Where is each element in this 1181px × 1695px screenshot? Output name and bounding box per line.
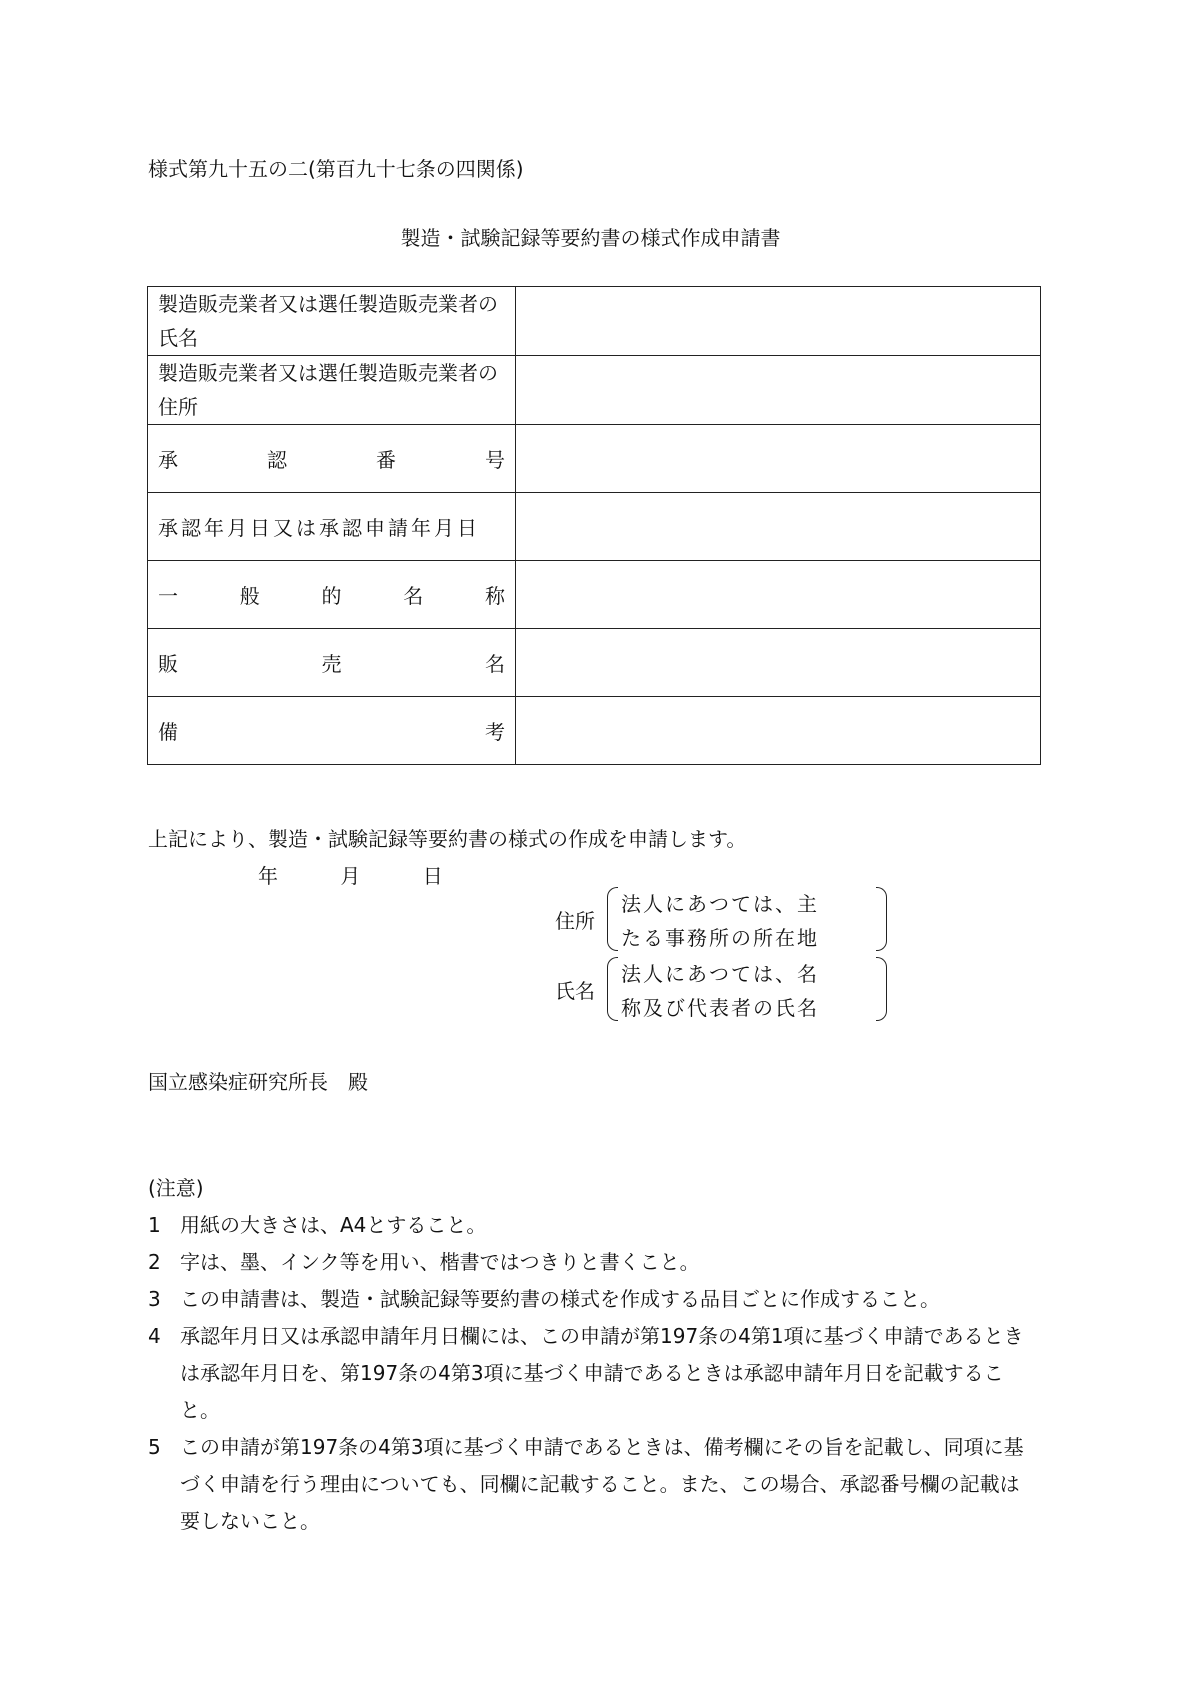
note-item: 1 用紙の大きさは、A4とすること。 [148, 1213, 487, 1237]
form-number-header: 様式第九十五の二(第百九十七条の四関係) [148, 157, 524, 181]
table-row [148, 697, 1041, 765]
address-label: 住所 [555, 909, 595, 933]
row-label-generic-name: 一 般 的 名 称 [148, 561, 516, 629]
row-label-brand-name: 販 売 名 [148, 629, 516, 697]
table-row [148, 629, 1041, 697]
page-title: 製造・試験記録等要約書の様式作成申請書 [400, 226, 781, 250]
note-item: 2 字は、墨、インク等を用い、楷書ではつきりと書くこと。 [148, 1250, 700, 1274]
notes-heading: (注意) [148, 1176, 204, 1200]
applicant-name-field[interactable] [516, 287, 1041, 356]
name-label: 氏名 [555, 979, 595, 1003]
applicant-address-signature-block [555, 887, 885, 953]
table-row [148, 493, 1041, 561]
table-row [148, 425, 1041, 493]
address-bracket [607, 887, 887, 951]
table-row [148, 287, 1041, 356]
date-year-label: 年 [258, 864, 278, 888]
table-row [148, 561, 1041, 629]
addressee: 国立感染症研究所長 殿 [148, 1070, 368, 1094]
applicant-name-signature-block [555, 957, 885, 1023]
application-statement: 上記により、製造・試験記録等要約書の様式の作成を申請します。 [148, 827, 747, 851]
approval-date-field[interactable] [516, 493, 1041, 561]
date-day-label: 日 [422, 864, 443, 888]
notes-section [148, 1170, 1028, 1540]
remarks-field[interactable] [516, 697, 1041, 765]
applicant-address-field[interactable] [516, 356, 1041, 425]
date-line [258, 860, 499, 889]
row-label-approval-number: 承 認 番 号 [148, 425, 516, 493]
row-label-remarks: 備 考 [148, 697, 516, 765]
note-item: 5 この申請が第197条の4第3項に基づく申請であるときは、備考欄にその旨を記載し、同項に基づく申請を行う理由についても、同欄に記載すること。また、この場合、承認番号欄の記載は要しないこと。 [148, 1435, 1024, 1533]
generic-name-field[interactable] [516, 561, 1041, 629]
approval-number-field[interactable] [516, 425, 1041, 493]
note-item: 4 承認年月日又は承認申請年月日欄には、この申請が第197条の4第1項に基づく申請であるときは承認年月日を、第197条の4第3項に基づく申請であるときは承認申請年月日を記載すること。 [148, 1324, 1024, 1422]
row-label-applicant-address: 製造販売業者又は選任製造販売業者の住所 [148, 356, 516, 425]
note-item: 3 この申請書は、製造・試験記録等要約書の様式を作成する品目ごとに作成すること。 [148, 1287, 940, 1311]
application-table [147, 286, 1041, 765]
address-note: 法人にあつては、主 たる事務所の所在地 [621, 892, 819, 950]
name-note: 法人にあつては、名 称及び代表者の氏名 [621, 962, 819, 1020]
row-label-applicant-name: 製造販売業者又は選任製造販売業者の氏名 [148, 287, 516, 356]
name-bracket [607, 957, 887, 1021]
table-row [148, 356, 1041, 425]
brand-name-field[interactable] [516, 629, 1041, 697]
row-label-approval-date: 承認年月日又は承認申請年月日 [148, 493, 516, 561]
date-month-label: 月 [340, 864, 361, 888]
